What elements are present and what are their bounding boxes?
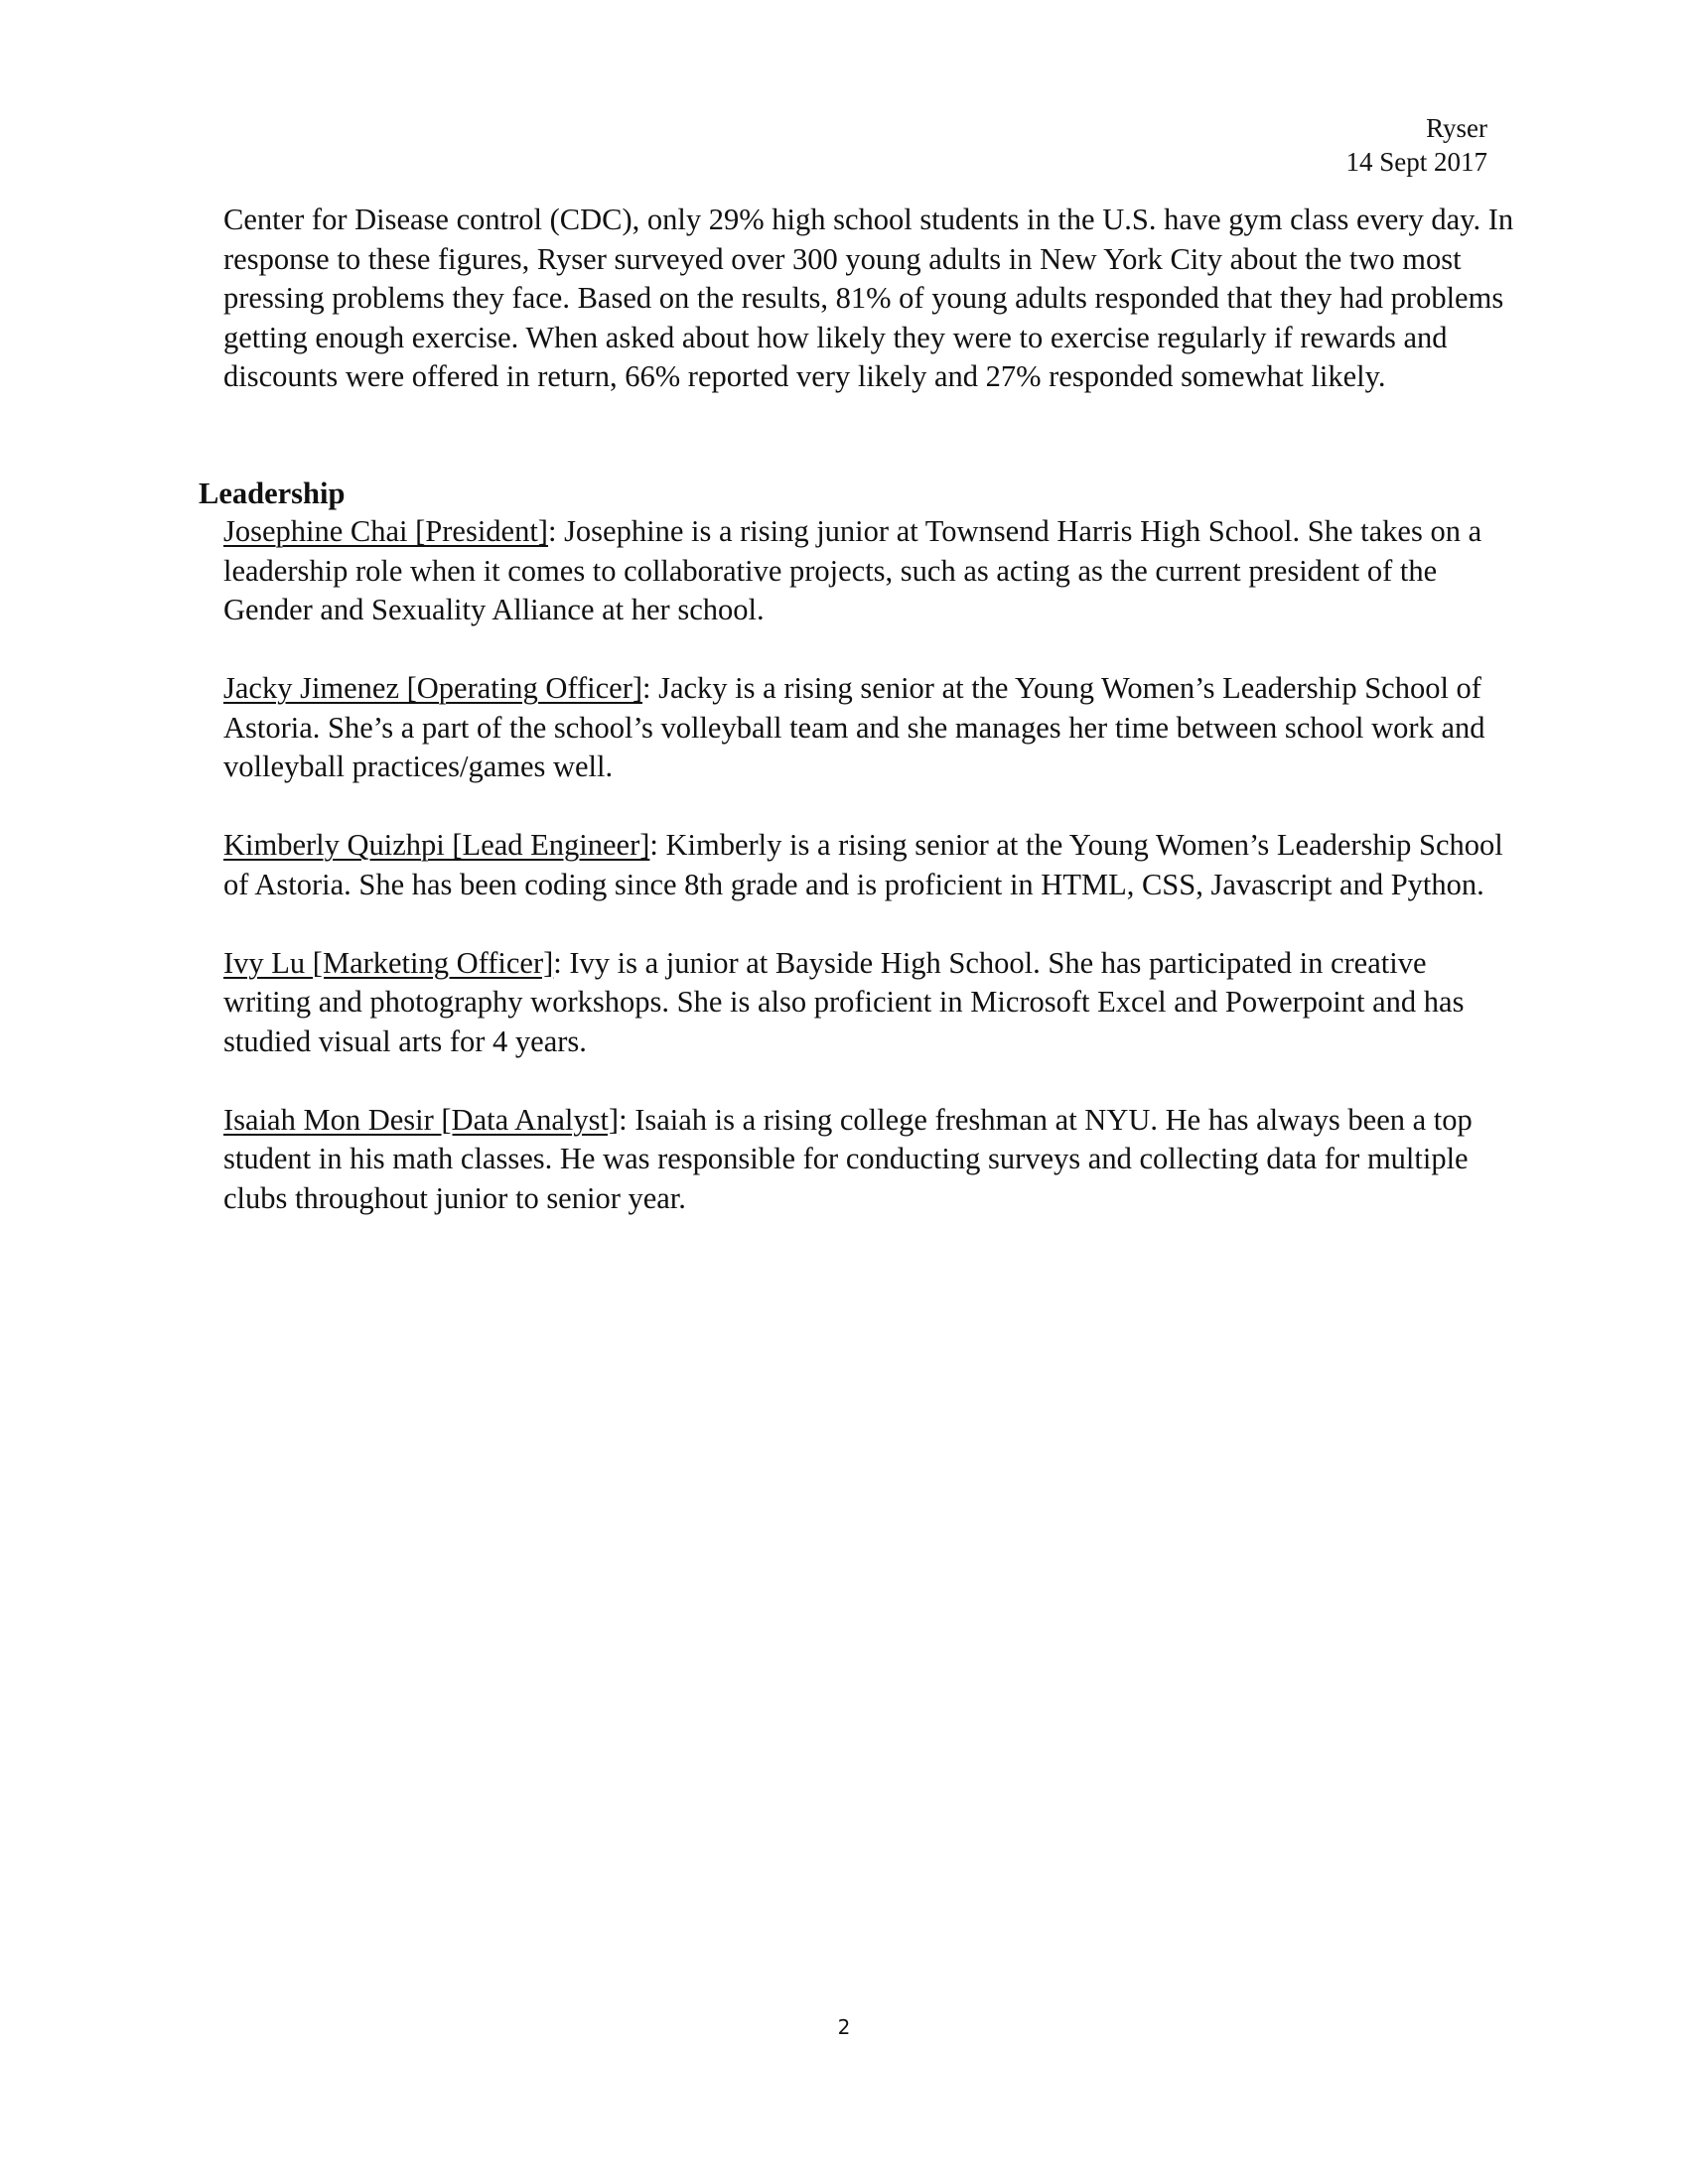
member-bio: : Josephine is a rising junior at Townsend Harris High School. She takes on a leadership role when it comes to collaborative projects, such as acting as the current president of the Gender and Sexuality Alliance at her school. xyxy=(223,514,1482,626)
member-entry xyxy=(223,1101,1514,1219)
member-entry xyxy=(223,826,1514,904)
member-entry xyxy=(223,669,1514,787)
member-entry xyxy=(223,512,1514,630)
header-date: 14 Sept 2017 xyxy=(1345,147,1487,177)
leadership-list xyxy=(223,512,1514,1258)
member-name-role: Isaiah Mon Desir [Data Analyst] xyxy=(223,1102,620,1137)
member-name-role: Ivy Lu [Marketing Officer] xyxy=(223,945,554,980)
header-author: Ryser xyxy=(1426,113,1487,143)
member-name-role: Kimberly Quizhpi [Lead Engineer] xyxy=(223,828,650,862)
member-bio: : Kimberly is a rising senior at the Young Women’s Leadership School of Astoria. She has been coding since 8th grade and is proficient in HTML, CSS, Javascript and Python. xyxy=(223,828,1503,901)
intro-paragraph: Center for Disease control (CDC), only 29% high school students in the U.S. have gym class every day. In response to these figures, Ryser surveyed over 300 young adults in New York City about the two most pressing problems they face. Based on the results, 81% of young adults responded that they had problems getting enough exercise. When asked about how likely they were to exercise regularly if rewards and discounts were offered in return, 66% reported very likely and 27% responded somewhat likely. xyxy=(223,203,1514,393)
member-name-role: Jacky Jimenez [Operating Officer] xyxy=(223,671,643,705)
running-header xyxy=(1345,111,1487,179)
member-bio: : Ivy is a junior at Bayside High School. She has participated in creative writing and photography workshops. She is also proficient in Microsoft Excel and Powerpoint and has studied visual arts for 4 years. xyxy=(223,945,1465,1058)
page-number: 2 xyxy=(837,2015,851,2039)
member-entry xyxy=(223,944,1514,1062)
leadership-heading: Leadership xyxy=(199,477,346,510)
member-name-role: Josephine Chai [President] xyxy=(223,514,548,548)
member-bio: : Jacky is a rising senior at the Young Women’s Leadership School of Astoria. She’s a part of the school’s volleyball team and she manages her time between school work and volleyball practices/games well. xyxy=(223,671,1485,783)
member-bio: : Isaiah is a rising college freshman at NYU. He has always been a top student in his math classes. He was responsible for conducting surveys and collecting data for multiple clubs throughout junior to senior year. xyxy=(223,1102,1473,1215)
